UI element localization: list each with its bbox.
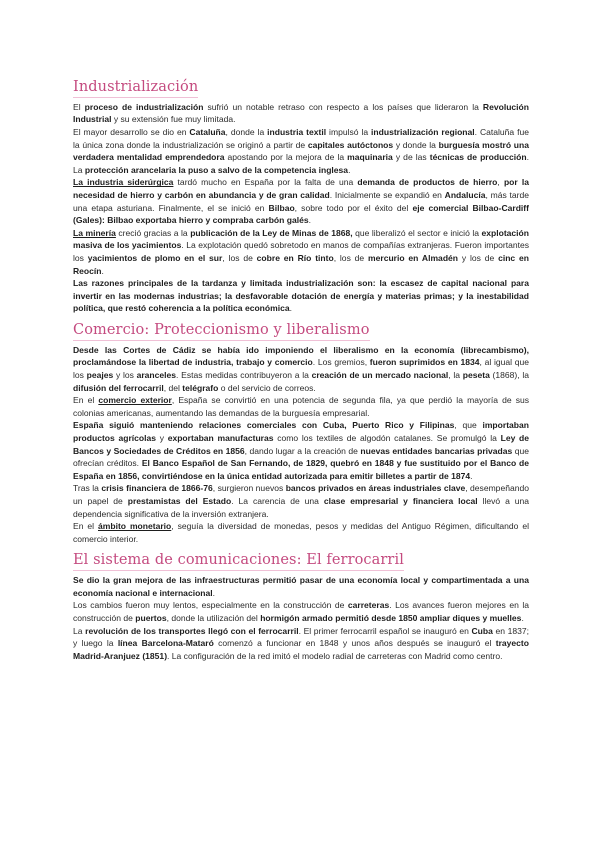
- text-run: apostando por la mejora de la: [224, 152, 348, 163]
- text-run: . La configuración de la red imitó el modelo radial de carreteras con Madrid como centro.: [167, 650, 503, 661]
- bold-term: yacimientos de plomo en el sur: [87, 252, 223, 263]
- text-run: y su extensión fue muy limitada.: [111, 114, 236, 125]
- text-run: que liberalizó el sector e inició la: [352, 227, 482, 238]
- bold-term: [73, 177, 173, 187]
- text-run: en 1837; y luego la: [73, 625, 529, 649]
- text-run: , los de: [333, 252, 369, 263]
- bold-term: Cataluña: [189, 127, 226, 138]
- paragraph: [73, 344, 529, 394]
- text-run: En el: [73, 521, 98, 532]
- text-run: El: [73, 101, 85, 112]
- bold-term: técnicas de producción: [429, 152, 527, 163]
- text-run: que ofrecían créditos.: [73, 445, 529, 469]
- bold-term: clase empresarial y financiera local: [323, 495, 478, 506]
- text-run: , dando lugar a la creación de: [244, 445, 361, 456]
- bold-term: creación de un mercado nacional: [311, 369, 449, 380]
- text-run: . Estas medidas contribuyeron a la: [176, 369, 312, 380]
- paragraph: [73, 625, 529, 663]
- text-run: comenzó a funcionar en 1848 y unos años después se inauguró el: [213, 638, 496, 649]
- bold-term: [73, 228, 116, 238]
- bold-term: eje comercial Bilbao-Cardiff (Gales): Bilbao exportaba hierro y compraba carbón galés: [73, 202, 529, 226]
- text-run: , donde la: [225, 127, 268, 138]
- bold-term: [98, 395, 171, 405]
- section-3: [73, 551, 529, 662]
- underlined-term: La industria siderúrgica: [73, 177, 174, 188]
- text-run: , donde la utilización del: [166, 612, 261, 623]
- text-run: llevó a una dependencia significativa de la inversión extranjera.: [73, 495, 530, 519]
- bold-term: protección arancelaria la puso a salvo de la competencia inglesa: [84, 164, 349, 175]
- text-run: . Cataluña fue la única zona donde la industrialización se originó a partir de: [73, 127, 529, 150]
- text-run: como los textiles de algodón catalanes. Se promulgó la: [273, 432, 501, 443]
- paragraph: [73, 126, 529, 176]
- text-run: sufrió un notable retraso con respecto a los países que lideraron la: [203, 101, 483, 112]
- section-1: [73, 78, 529, 315]
- bold-term: El Banco Español de San Fernando, de 1829, quebró en 1848 y fue sustituido por el Banco de España en 1856, convirtiéndose en la única entidad autorizada para emitir billetes a partir de 1874: [73, 458, 529, 481]
- bold-term: Las razones principales de la tardanza y limitada industrialización son: la escasez de capital nacional para invertir en las modernas industrias; la desfavorable dotación de energía y materias primas; y la inestabilidad política, que restó coherencia a la política económica: [73, 278, 529, 314]
- document-page: [73, 78, 529, 668]
- text-run: , sobre todo por el éxito del: [294, 202, 413, 213]
- text-run: tardó mucho en España por la falta de una: [173, 177, 358, 188]
- text-run: y los de: [458, 252, 499, 263]
- bold-term: peajes: [86, 369, 114, 380]
- bold-term: Revolución Industrial: [73, 101, 529, 125]
- text-run: Tras la: [73, 483, 102, 494]
- text-run: (1868), la: [489, 369, 529, 380]
- bold-term: bancos privados en áreas industriales clave: [285, 483, 466, 494]
- paragraph: [73, 520, 529, 545]
- text-run: En el: [73, 395, 99, 406]
- bold-term: carreteras: [347, 600, 390, 611]
- bold-term: puertos: [135, 612, 167, 623]
- text-run: . Inicialmente se expandió en: [329, 190, 445, 200]
- text-run: , España se convirtió en una potencia de segunda fila, ya que perdió la mayoría de sus colonias americanas, aumentando las demandas de la burguesía empresarial.: [73, 395, 529, 418]
- text-run: , la: [448, 369, 463, 380]
- text-run: .: [470, 470, 473, 481]
- bold-term: España siguió manteniendo relaciones comerciales con Cuba, Puerto Rico y Filipinas: [73, 420, 455, 431]
- bold-term: difusión del ferrocarril: [73, 382, 164, 393]
- bold-term: telégrafo: [182, 382, 219, 393]
- text-run: . La: [73, 152, 529, 175]
- bold-term: nuevas entidades bancarias privadas: [360, 445, 513, 456]
- bold-term: Desde las Cortes de Cádiz se había ido imponiendo el liberalismo en la economía (librecambismo), proclamándose la libertad de industria, trabajo y comercio: [73, 344, 529, 368]
- bold-term: maquinaria: [347, 152, 393, 163]
- bold-term: mercurio en Almadén: [368, 252, 459, 263]
- bold-term: cinc en Reocín: [73, 252, 529, 276]
- text-run: . El primer ferrocarril español se inauguró en: [298, 625, 472, 636]
- bold-term: por la necesidad de hierro y carbón en abundancia y de gran calidad: [73, 177, 529, 200]
- text-run: .: [348, 164, 351, 175]
- text-run: . La explotación quedó sobretodo en manos de compañías extranjeras. Fueron importantes los: [73, 240, 529, 263]
- paragraph: [73, 176, 529, 226]
- text-run: y donde la: [393, 139, 439, 150]
- text-run: , más tarde una etapa asturiana. Finalmente, el se inició en: [73, 190, 529, 213]
- bold-term: Ley de Bancos y Sociedades de Créditos en 1856: [73, 432, 529, 456]
- bold-term: aranceles: [136, 369, 177, 380]
- text-run: . Los gremios,: [312, 357, 370, 368]
- section-title: Industrialización: [73, 78, 198, 98]
- text-run: y los: [113, 369, 137, 380]
- text-run: .: [101, 265, 104, 276]
- bold-term: Cuba: [471, 625, 493, 636]
- bold-term: explotación masiva de los yacimientos: [73, 227, 529, 251]
- paragraph: [73, 394, 529, 419]
- bold-term: crisis financiera de 1866-76: [101, 483, 213, 494]
- paragraph: [73, 574, 529, 599]
- bold-term: hormigón armado permitió desde 1850 ampliar diques y muelles: [260, 612, 522, 623]
- text-run: impulsó la: [326, 127, 372, 138]
- paragraph: [73, 101, 529, 126]
- section-title: Comercio: Proteccionismo y liberalismo: [73, 321, 370, 341]
- section-2: [73, 321, 529, 545]
- bold-term: publicación de la Ley de Minas de 1868,: [190, 227, 353, 238]
- section-title: El sistema de comunicaciones: El ferrocarril: [73, 551, 404, 571]
- text-run: .: [212, 587, 216, 598]
- text-run: y: [156, 432, 168, 443]
- text-run: ,: [497, 177, 504, 188]
- paragraph: [73, 277, 529, 315]
- underlined-term: comercio exterior: [98, 395, 172, 406]
- paragraph: [73, 227, 529, 277]
- bold-term: cobre en Río tinto: [256, 252, 334, 263]
- paragraph: [73, 599, 529, 624]
- bold-term: importaban productos agrícolas: [73, 420, 529, 443]
- text-run: , los de: [222, 252, 257, 263]
- text-run: y de las: [392, 152, 430, 163]
- text-run: , del: [163, 382, 183, 393]
- bold-term: línea Barcelona-Mataró: [117, 638, 214, 649]
- text-run: .: [308, 215, 311, 226]
- text-run: .: [521, 612, 524, 623]
- underlined-term: ámbito monetario: [98, 521, 172, 532]
- text-run: , surgieron nuevos: [212, 483, 286, 494]
- bold-term: exportaban manufacturas: [167, 432, 274, 443]
- bold-term: industrialización regional: [371, 127, 475, 138]
- text-run: . La carencia de una: [231, 495, 324, 506]
- paragraph: [73, 419, 529, 482]
- bold-term: burguesía mostró una verdadera mentalidad emprendedora: [73, 139, 529, 163]
- bold-term: Andalucía: [444, 190, 486, 200]
- text-run: El mayor desarrollo se dio en: [73, 127, 190, 138]
- text-run: . Los avances fueron mejores en la construcción de: [73, 600, 529, 623]
- bold-term: Se dio la gran mejora de las infraestructuras permitió pasar de una economía local y compartimentada a una economía nacional e internacional: [73, 575, 529, 598]
- text-run: La: [73, 625, 86, 636]
- text-run: Los cambios fueron muy lentos, especialmente en la construcción de: [73, 600, 348, 611]
- text-run: , que: [454, 420, 483, 431]
- text-run: , desempeñando un papel de: [73, 483, 529, 506]
- bold-term: peseta: [462, 369, 490, 380]
- text-run: o del servicio de correos.: [218, 382, 316, 393]
- text-run: , seguía la diversidad de monedas, pesos y medidas del Antiguo Régimen, dificultando el comercio interior.: [73, 521, 529, 544]
- bold-term: capitales autóctonos: [307, 139, 394, 150]
- underlined-term: La minería: [73, 227, 116, 238]
- bold-term: [98, 521, 171, 531]
- bold-term: industria textil: [267, 127, 327, 138]
- text-run: , al igual que los: [73, 357, 529, 380]
- text-run: .: [289, 303, 292, 314]
- paragraph: [73, 482, 529, 520]
- bold-term: proceso de industrialización: [84, 101, 204, 112]
- bold-term: demanda de productos de hierro: [357, 177, 498, 188]
- bold-term: prestamistas del Estado: [127, 495, 232, 506]
- bold-term: trayecto Madrid-Aranjuez (1851): [73, 638, 529, 661]
- bold-term: revolución de los transportes llegó con el ferrocarril: [85, 625, 299, 636]
- bold-term: Bilbao: [268, 202, 295, 213]
- text-run: creció gracias a la: [115, 227, 191, 238]
- bold-term: fueron suprimidos en 1834: [369, 357, 480, 368]
